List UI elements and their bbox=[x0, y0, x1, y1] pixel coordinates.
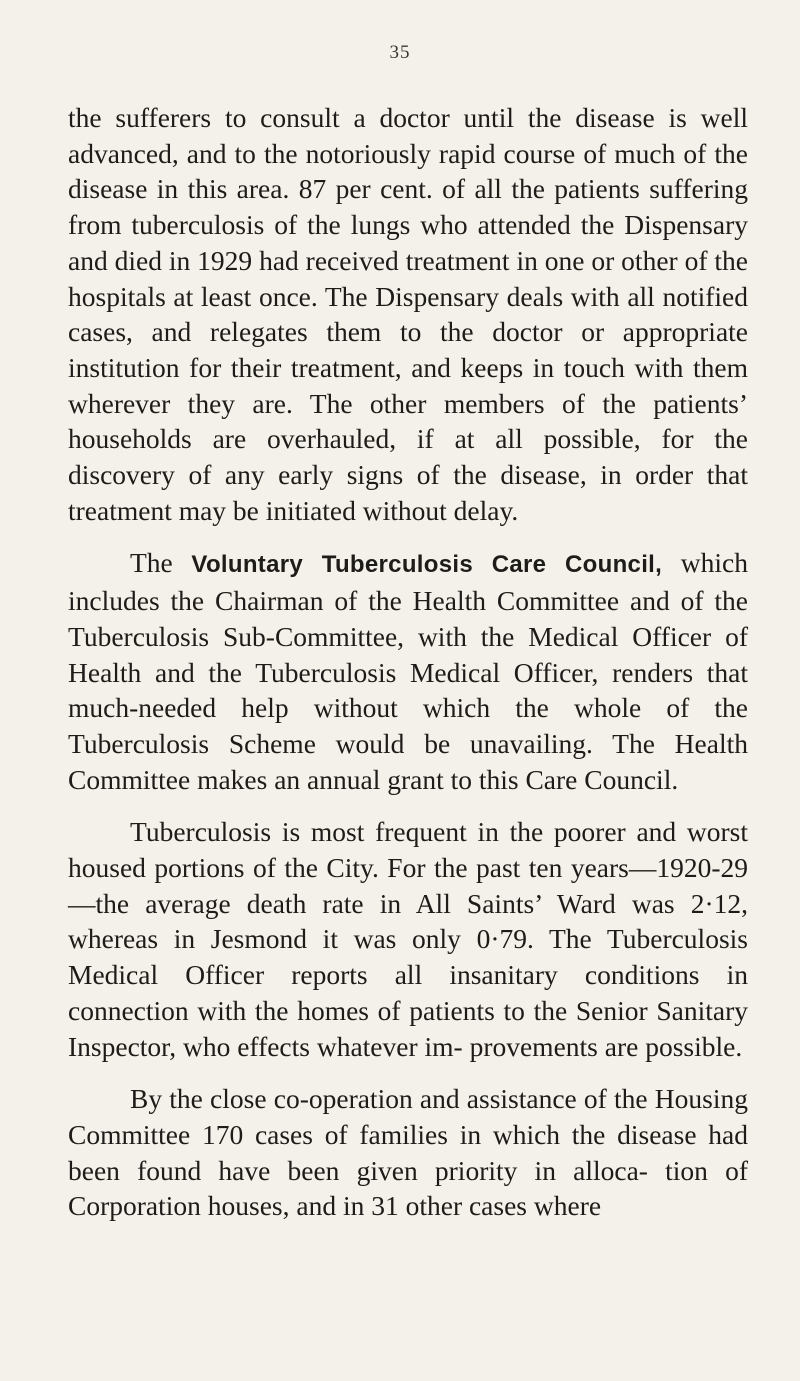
paragraph-dispensary: the sufferers to consult a doctor until the disease is well advanced, and to the notoriously rapid course of much of the disease in this area. 87 per cent. of all the patients suffering from tuberculosis of the lungs who attended the Dispensary and died in 1929 had received treatment in one or other of the hospitals at least once. The Dispensary deals with all notified cases, and relegates them to the doctor or appropriate institution for their treatment, and keeps in touch with them wherever they are. The other members of the patients’ households are overhauled, if at all possible, for the discovery of any early signs of the disease, in order that treatment may be initiated without delay. bbox=[68, 102, 748, 526]
paragraph-care-council bbox=[68, 545, 748, 797]
paragraph-housing-committee: By the close co-operation and assistance of the Housing Committee 170 cases of families in which the disease had been found have been given priority in alloca- tion of Corporation houses, and in 31 other cases where bbox=[68, 1083, 748, 1222]
care-council-name: Voluntary Tuberculosis Care Council, bbox=[191, 551, 663, 579]
page-number: 35 bbox=[389, 42, 411, 63]
paragraph-care-council-lead: The bbox=[130, 547, 192, 579]
paragraph-care-council-rest: which includes the Chairman of the Health Committee and of the Tuberculosis Sub-Committee, with the Medical Officer of Health and the Tuberculosis Medical Officer, renders that much-needed help without which the whole of the Tuberculosis Scheme would be unavailing. The Health Committee makes an annual grant to this Care Council. bbox=[68, 547, 748, 795]
body-text bbox=[68, 100, 748, 1241]
paragraph-housing-conditions: Tuberculosis is most frequent in the poorer and worst housed portions of the City. For the past ten years—1920-29—the average death rate in All Saints’ Ward was 2·12, whereas in Jesmond it was only 0·79. The Tuberculosis Medical Officer reports all insanitary conditions in connection with the homes of patients to the Senior Sanitary Inspector, who effects whatever im- provements are possible. bbox=[68, 816, 748, 1062]
